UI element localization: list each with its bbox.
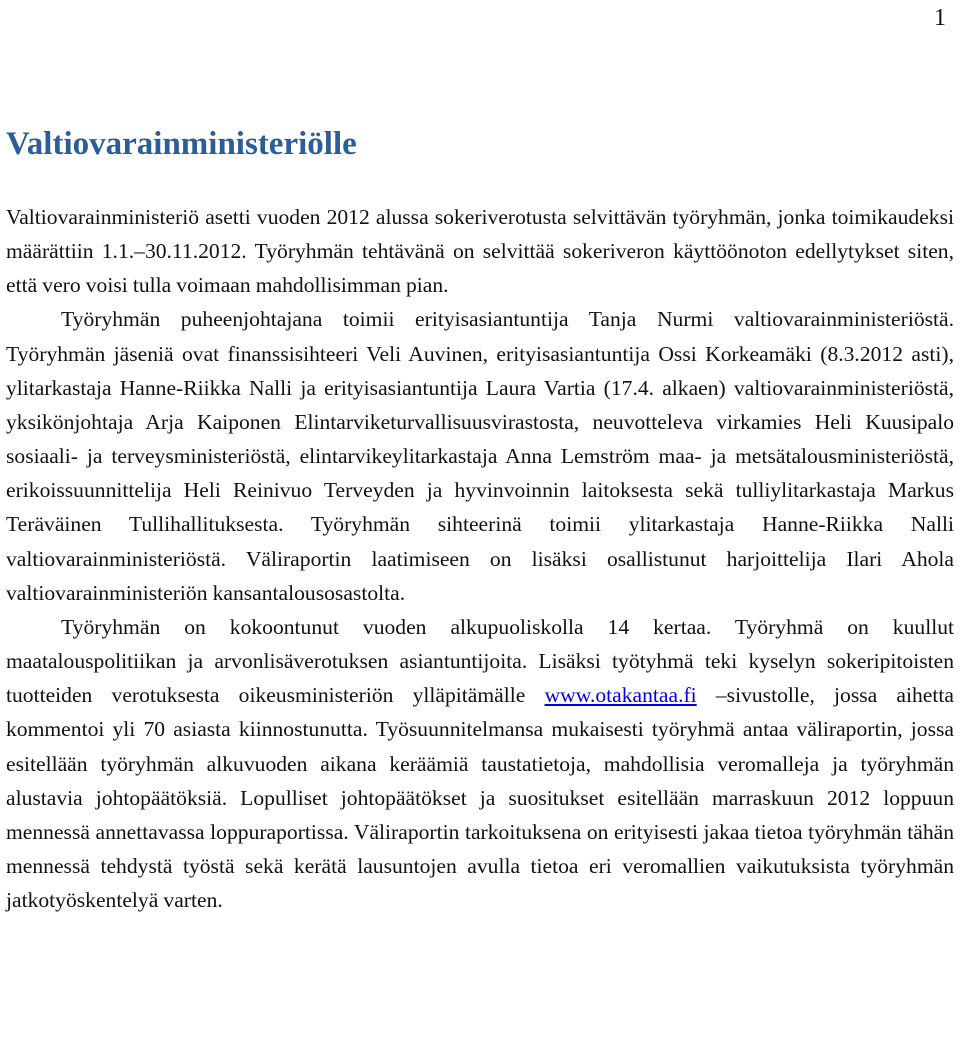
- paragraph-work: [6, 610, 954, 917]
- page-number: 1: [934, 5, 946, 31]
- paragraph-work-text-before-link: Työryhmän on kokoontunut vuoden alkupuoliskolla 14 kertaa. Työryhmä on kuullut maatalouspolitiikan ja arvonlisäverotuksen asiantuntijoita. Lisäksi työtyhmä teki kyselyn sokeripitoisten tuotteiden verotuksesta oikeusministeriön ylläpitämälle: [6, 614, 954, 708]
- document-body: [6, 200, 954, 917]
- paragraph-work-text-after-link: –sivustolle, jossa aihetta kommentoi yli 70 asiasta kiinnostunutta. Työsuunnitelmansa mukaisesti työryhmä antaa väliraportin, jossa esitellään työryhmän alkuvuoden aikana keräämiä taustatietoja, mahdollisia veromalleja ja työryhmän alustavia johtopäätöksiä. Lopulliset johtopäätökset ja suositukset esitellään marraskuun 2012 loppuun mennessä annettavassa loppuraportissa. Väliraportin tarkoituksena on erityisesti jakaa tietoa työryhmän tähän mennessä tehdystä työstä sekä kerätä lausuntojen avulla tietoa eri veromallien vaikutuksista työryhmän jatkotyöskentelyä varten.: [6, 683, 954, 913]
- paragraph-members: Työryhmän puheenjohtajana toimii erityisasiantuntija Tanja Nurmi valtiovarainministeriöstä. Työryhmän jäseniä ovat finanssisihteeri Veli Auvinen, erityisasiantuntija Ossi Korkeamäki (8.3.2012 asti), ylitarkastaja Hanne-Riikka Nalli ja erityisasiantuntija Laura Vartia (17.4. alkaen) valtiovarainministeriöstä, yksikönjohtaja Arja Kaiponen Elintarviketurvallisuusvirastosta, neuvotteleva virkamies Heli Kuusipalo sosiaali- ja terveysministeriöstä, elintarvikeylitarkastaja Anna Lemström maa- ja metsätalousministeriöstä, erikoissuunnittelija Heli Reinivuo Terveyden ja hyvinvoinnin laitoksesta sekä tulliylitarkastaja Markus Teräväinen Tullihallituksesta. Työryhmän sihteerinä toimii ylitarkastaja Hanne-Riikka Nalli valtiovarainministeriöstä. Väliraportin laatimiseen on lisäksi osallistunut harjoittelija Ilari Ahola valtiovarainministeriön kansantalousosastolta.: [6, 307, 954, 605]
- otakantaa-link[interactable]: www.otakantaa.fi: [544, 683, 697, 708]
- page-heading: Valtiovarainministeriölle: [6, 126, 357, 162]
- paragraph-intro: Valtiovarainministeriö asetti vuoden 2012 alussa sokeriverotusta selvittävän työryhmän, jonka toimikaudeksi määrättiin 1.1.–30.11.2012. Työryhmän tehtävänä on selvittää sokeriveron käyttöönoton edellytykset siten, että vero voisi tulla voimaan mahdollisimman pian.: [6, 205, 954, 298]
